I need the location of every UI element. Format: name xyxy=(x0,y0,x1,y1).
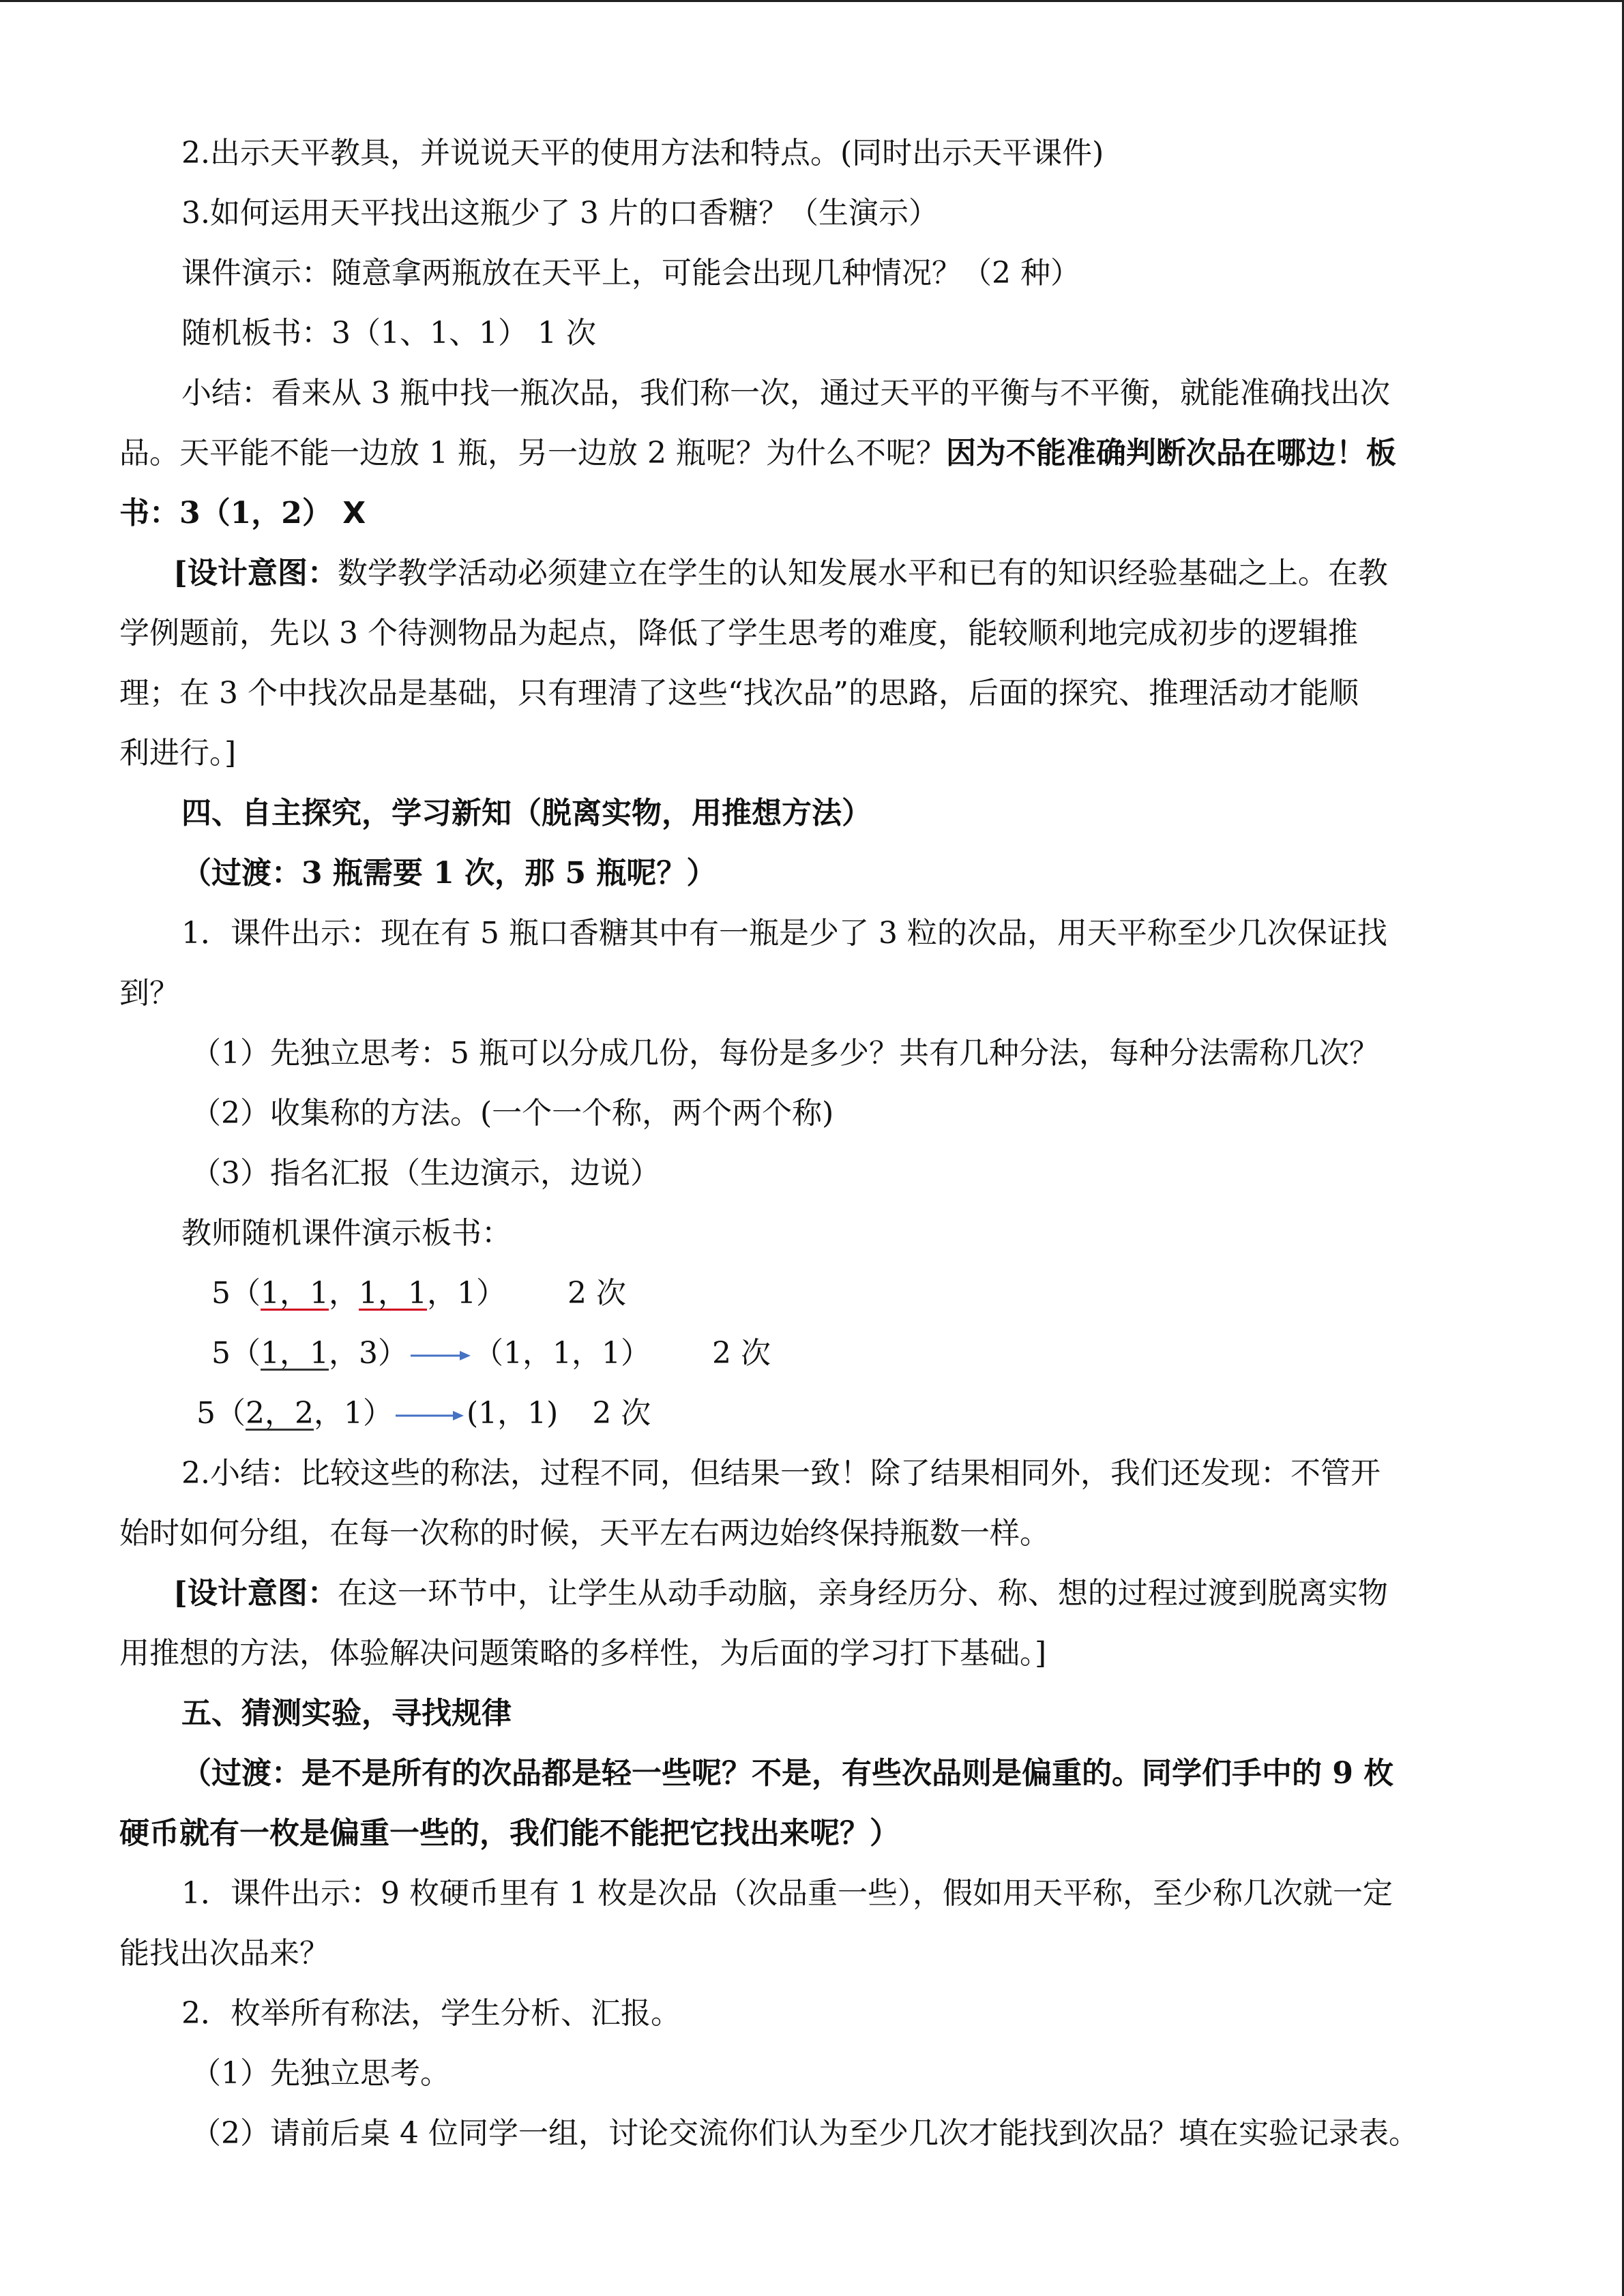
method-2-count: 2 次 xyxy=(711,1336,771,1371)
step-5-question-2: （2）请前后桌 4 位同学一组，讨论交流你们认为至少几次才能找到次品？填在实验记录表。 xyxy=(191,2116,1419,2151)
design-intent-label: [设计意图： xyxy=(173,556,338,591)
step-4-1-line-1: 1．课件出示：现在有 5 瓶口香糖其中有一瓶是少了 3 粒的次品，用天平称至少几次保证找 xyxy=(181,916,1387,951)
right-arrow-icon xyxy=(411,1349,471,1362)
method-2-prefix: 5（ xyxy=(211,1336,261,1371)
section-heading-5: 五、猜测实验，寻找规律 xyxy=(181,1696,512,1731)
method-2-result: （1，1，1） xyxy=(473,1336,651,1371)
step-4-2-line-2: 始时如何分组，在每一次称的时候，天平左右两边始终保持瓶数一样。 xyxy=(119,1516,1050,1551)
design-intent-1-line-4: 利进行。] xyxy=(119,736,237,771)
transition-5-line-1: （过渡：是不是所有的次品都是轻一些呢？不是，有些次品则是偏重的。同学们手中的 9 枚 xyxy=(181,1756,1394,1791)
cross-mark: X xyxy=(342,496,366,531)
method-3 xyxy=(196,1393,651,1434)
summary-board: 书：3（1，2） xyxy=(119,496,332,531)
summary-line-1: 小结：看来从 3 瓶中找一瓶次品，我们称一次，通过天平的平衡与不平衡，就能准确找出次 xyxy=(181,376,1390,411)
step-4-1-line-2: 到？ xyxy=(119,976,179,1011)
method-3-prefix: 5（ xyxy=(196,1396,246,1431)
method-1-group-1: 1，1 xyxy=(261,1276,329,1311)
section-heading-4: 四、自主探究，学习新知（脱离实物，用推想方法） xyxy=(181,796,872,831)
step-4-question-3: （3）指名汇报（生边演示，边说） xyxy=(191,1156,660,1191)
transition-4: （过渡：3 瓶需要 1 次，那 5 瓶呢？） xyxy=(181,856,717,891)
summary-line-2 xyxy=(119,433,1396,474)
paragraph-board-writing: 随机板书：3（1、1、1） 1 次 xyxy=(181,316,596,351)
teacher-board-label: 教师随机课件演示板书： xyxy=(181,1216,512,1251)
step-5-1-line-2: 能找出次品来？ xyxy=(119,1936,329,1971)
design-intent-text: 在这一环节中，让学生从动手动脑，亲身经历分、称、想的过程过渡到脱离实物 xyxy=(337,1576,1388,1611)
step-5-2: 2．枚举所有称法，学生分析、汇报。 xyxy=(181,1996,681,2031)
paragraph-question-gum: 3.如何运用天平找出这瓶少了 3 片的口香糖？（生演示） xyxy=(181,196,939,230)
method-1-group-2: 1，1 xyxy=(359,1276,427,1311)
design-intent-1-line-2: 学例题前，先以 3 个待测物品为起点，降低了学生思考的难度，能较顺利地完成初步的逻辑推 xyxy=(119,616,1358,651)
method-1-sep: ， xyxy=(329,1276,359,1311)
paragraph-show-balance: 2.出示天平教具，并说说天平的使用方法和特点。(同时出示天平课件) xyxy=(181,136,1104,170)
method-1-count: 2 次 xyxy=(567,1276,626,1311)
method-2-group-1: 1，1 xyxy=(261,1336,329,1371)
method-2 xyxy=(211,1333,771,1374)
summary-line-3 xyxy=(119,493,366,534)
method-2-rest: ，3） xyxy=(329,1336,408,1371)
design-intent-1-line-3: 理；在 3 个中找次品是基础，只有理清了这些“找次品”的思路，后面的探究、推理活动才能顺 xyxy=(119,676,1359,711)
design-intent-2-line-1 xyxy=(173,1573,1388,1614)
method-3-group-1: 2，2 xyxy=(246,1396,314,1431)
transition-5-line-2: 硬币就有一枚是偏重一些的，我们能不能把它找出来呢？） xyxy=(119,1816,900,1851)
method-3-result: (1，1) xyxy=(467,1396,559,1431)
step-5-question-1: （1）先独立思考。 xyxy=(191,2056,450,2091)
design-intent-1-line-1 xyxy=(173,553,1388,594)
paragraph-courseware-demo: 课件演示：随意拿两瓶放在天平上，可能会出现几种情况？（2 种） xyxy=(181,256,1080,290)
method-3-rest: ，1） xyxy=(314,1396,393,1431)
step-4-question-2: （2）收集称的方法。(一个一个称，两个两个称) xyxy=(191,1096,834,1131)
method-1 xyxy=(211,1273,626,1314)
summary-line-2-bold: 因为不能准确判断次品在哪边！板 xyxy=(945,436,1396,471)
step-4-question-1: （1）先独立思考：5 瓶可以分成几份，每份是多少？共有几种分法，每种分法需称几次？ xyxy=(191,1036,1379,1071)
step-4-2-line-1: 2.小结：比较这些的称法，过程不同，但结果一致！除了结果相同外，我们还发现：不管开 xyxy=(181,1456,1381,1491)
design-intent-2-line-2: 用推想的方法，体验解决问题策略的多样性，为后面的学习打下基础。] xyxy=(119,1636,1047,1671)
method-3-count: 2 次 xyxy=(592,1396,651,1431)
method-1-rest: ，1） xyxy=(427,1276,506,1311)
summary-line-2-text: 品。天平能不能一边放 1 瓶，另一边放 2 瓶呢？为什么不呢？ xyxy=(119,436,946,471)
right-arrow-icon xyxy=(396,1409,464,1422)
design-intent-label: [设计意图： xyxy=(173,1576,338,1611)
design-intent-text: 数学教学活动必须建立在学生的认知发展水平和已有的知识经验基础之上。在教 xyxy=(337,556,1388,591)
step-5-1-line-1: 1．课件出示：9 枚硬币里有 1 枚是次品（次品重一些），假如用天平称，至少称几次就一定 xyxy=(181,1876,1393,1911)
method-1-prefix: 5（ xyxy=(211,1276,261,1311)
